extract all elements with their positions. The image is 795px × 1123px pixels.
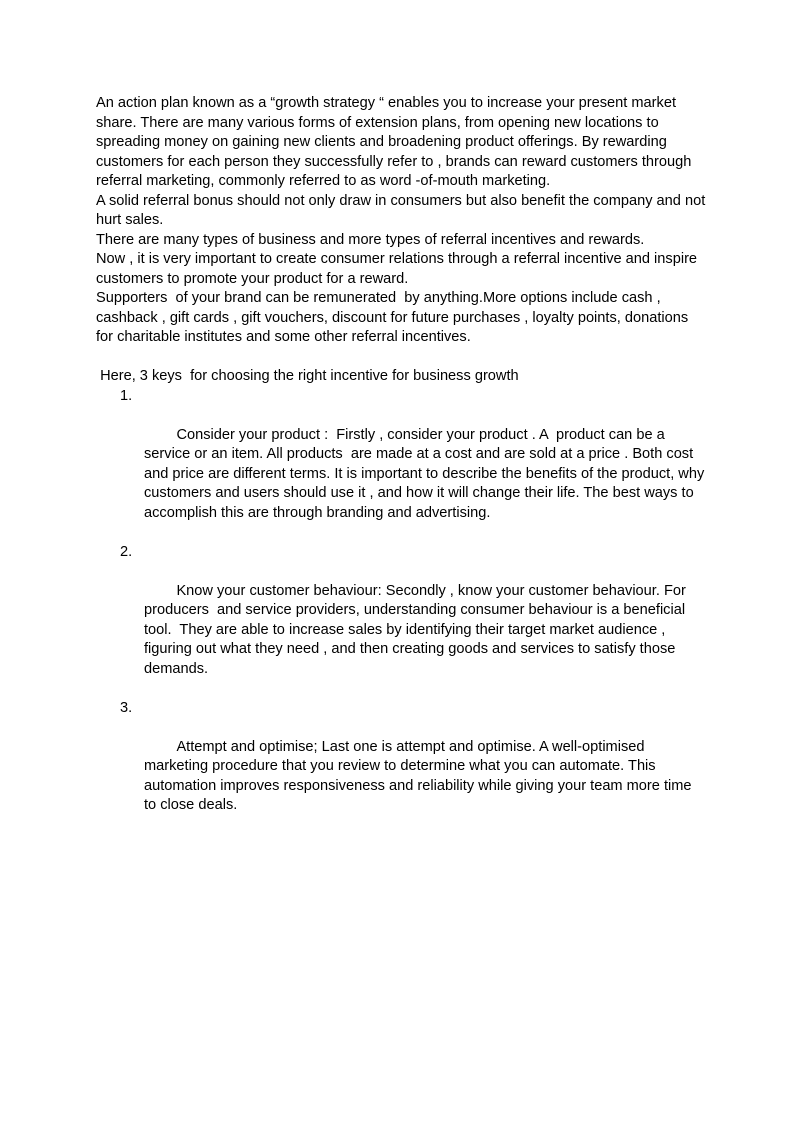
keys-intro: Here, 3 keys for choosing the right incentive for business growth [96, 368, 519, 384]
paragraph-growth-strategy: An action plan known as a “growth strategy “ enables you to increase your present market share. There are many various forms of extension plans, from opening new locations to spreading money on gaining new clients and broadening product offerings. By rewarding customers for each person they successfully refer to , brands can reward customers through referral marketing, commonly referred to as word -of-mouth marketing. [96, 95, 696, 189]
list-item-text: Know your customer behaviour: Secondly , know your customer behaviour. For producers and service providers, understanding consumer behaviour is a beneficial tool. They are able to increase sales by identifying their target market audience , figuring out what they need , and then creating goods and services to satisfy those demands. [144, 582, 690, 677]
paragraph-referral-bonus: A solid referral bonus should not only draw in consumers but also benefit the company and not hurt sales. [96, 192, 710, 228]
list-number: 2. [120, 543, 133, 560]
paragraph-consumer-relations: Now , it is very important to create consumer relations through a referral incentive and inspire customers to promote your product for a reward. [96, 251, 702, 287]
list-number: 3. [120, 699, 133, 716]
paragraph-incentive-options: Supporters of your brand can be remunerated by anything.More options include cash , cashback , gift cards , gift vouchers, discount for future purchases , loyalty points, donations for charitable institutes and some other referral incentives. [96, 290, 693, 345]
keys-list-item [96, 543, 706, 699]
keys-list-item [96, 387, 709, 543]
list-item-text: Attempt and optimise; Last one is attempt and optimise. A well-optimised marketing procedure that you review to determine what you can automate. This automation improves responsiveness and reliability while giving your team more time to close deals. [144, 738, 696, 813]
list-number: 1. [120, 387, 133, 404]
document-body [96, 94, 710, 835]
list-item-text: Consider your product : Firstly , consider your product . A product can be a service or an item. All products are made at a cost and are sold at a price . Both cost and price are different terms. It is important to describe the benefits of the product, why customers and users should use it , and how it will change their life. The best ways to accomplish this are through branding and advertising. [144, 426, 709, 521]
keys-list-item [96, 699, 706, 836]
blank-line [96, 348, 706, 368]
keys-list [96, 387, 709, 836]
paragraph-business-types: There are many types of business and more types of referral incentives and rewards. [96, 231, 645, 248]
